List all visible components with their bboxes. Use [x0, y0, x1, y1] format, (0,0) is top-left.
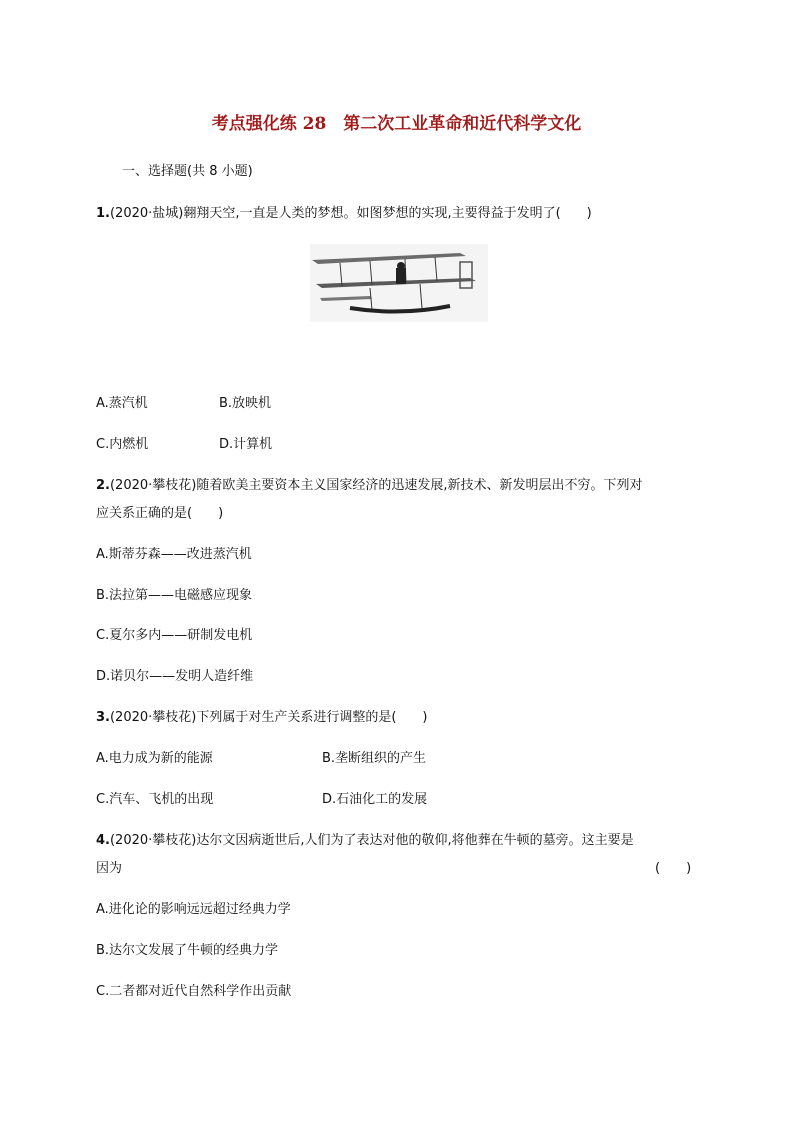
section-heading: 一、选择题(共 8 小题) — [122, 164, 253, 179]
question-number: 2. — [96, 478, 110, 493]
question-3 — [96, 709, 428, 727]
pilot — [396, 268, 406, 284]
q2-option-a: A.斯蒂芬森——改进蒸汽机 — [96, 547, 252, 562]
q4-option-a: A.进化论的影响远远超过经典力学 — [96, 902, 291, 917]
q3-option-a: A.电力成为新的能源 — [96, 751, 213, 766]
question-4 — [96, 832, 634, 850]
question-number: 4. — [96, 833, 110, 848]
q2-option-c: C.夏尔多内——研制发电机 — [96, 628, 253, 643]
page-title: 考点强化练 28 第二次工业革命和近代科学文化 — [211, 114, 582, 134]
answer-bracket: ( ) — [655, 861, 692, 876]
question-text: (2020·盐城)翱翔天空,一直是人类的梦想。如图梦想的实现,主要得益于发明了( ) — [109, 206, 592, 221]
q1-option-b: B.放映机 — [219, 396, 272, 411]
q1-option-c: C.内燃机 — [96, 437, 149, 452]
question-text: (2020·攀枝花)随着欧美主要资本主义国家经济的迅速发展,新技术、新发明层出不穷。下列对 — [109, 478, 643, 493]
question-number: 3. — [96, 710, 110, 725]
q1-option-d: D.计算机 — [219, 437, 273, 452]
q2-option-b: B.法拉第——电磁感应现象 — [96, 588, 253, 603]
q3-option-c: C.汽车、飞机的出现 — [96, 792, 214, 807]
q3-option-d: D.石油化工的发展 — [322, 792, 428, 807]
question-text: (2020·攀枝花)达尔文因病逝世后,人们为了表达对他的敬仰,将他葬在牛顿的墓旁。这主要是 — [109, 833, 634, 848]
biplane-image — [310, 244, 488, 322]
question-text: (2020·攀枝花)下列属于对生产关系进行调整的是( ) — [109, 710, 428, 725]
question-2 — [96, 477, 642, 495]
question-4-continued: 因为 — [96, 861, 123, 876]
q4-option-c: C.二者都对近代自然科学作出贡献 — [96, 984, 292, 999]
question-2-continued: 应关系正确的是( ) — [96, 506, 224, 521]
q2-option-d: D.诺贝尔——发明人造纤维 — [96, 669, 254, 684]
q3-option-b: B.垄断组织的产生 — [322, 751, 427, 766]
question-number: 1. — [96, 206, 110, 221]
question-1 — [96, 205, 592, 223]
q1-option-a: A.蒸汽机 — [96, 396, 148, 411]
q4-option-b: B.达尔文发展了牛顿的经典力学 — [96, 943, 279, 958]
